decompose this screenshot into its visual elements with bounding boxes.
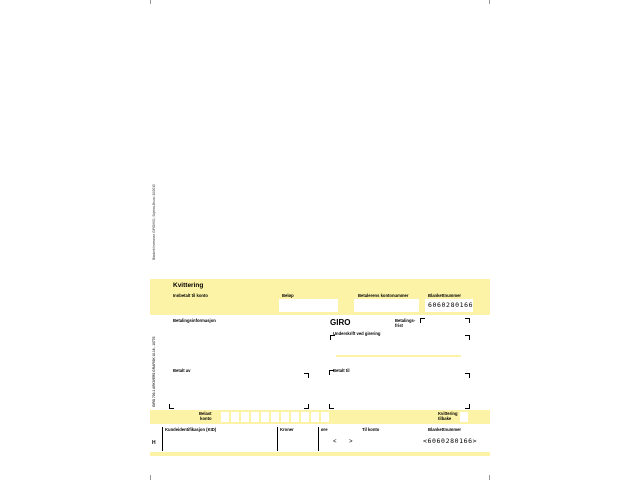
kid-divider-left [162, 427, 163, 451]
debit-account-cell[interactable] [321, 412, 329, 422]
debit-account-cell[interactable] [281, 412, 289, 422]
form-number-label: Blankettnummer [428, 293, 462, 298]
amount-label: Beløp [282, 293, 294, 298]
kid-label: Kundeidentifikasjon (KID) [165, 427, 217, 432]
ocr-less-than: < [333, 439, 337, 445]
crop-mark-bottom-right [489, 475, 490, 480]
receipt-title: Kvittering [173, 282, 204, 289]
paid-to-corner-bl [329, 404, 334, 409]
ocr-form-number: <6060280166> [423, 437, 478, 445]
paid-by-corner-br [304, 404, 309, 409]
debit-account-label: Belast konto [199, 411, 212, 421]
amount-field[interactable] [279, 299, 338, 312]
kid-divider-right [277, 427, 278, 451]
receipt-returned-label: Kvittering tilbake [438, 411, 458, 421]
debit-account-cell[interactable] [311, 412, 319, 422]
to-account-label: Til konto [362, 427, 380, 432]
paid-to-label: Betalt til [333, 368, 350, 373]
signature-line[interactable] [336, 355, 461, 357]
due-corner-tl [420, 318, 425, 323]
signature-label: Underskrift ved girering [333, 331, 381, 336]
paid-to-account-label: Innbetalt til konto [173, 293, 208, 298]
giro-title: GIRO [330, 318, 351, 327]
due-corner-tr [465, 318, 470, 323]
ocr-greater-than: > [349, 439, 353, 445]
crop-mark-top-right [489, 0, 490, 4]
debit-account-cell[interactable] [241, 412, 249, 422]
paid-to-corner-tl [329, 370, 334, 375]
kroner-divider [318, 427, 319, 451]
debit-account-cell[interactable] [301, 412, 309, 422]
debit-account-cell[interactable] [271, 412, 279, 422]
paid-to-corner-tr [465, 373, 470, 378]
form-code-text: GIRO 700-1 ARKIVERS GRAFISK 10.16 - 1077S [152, 336, 156, 407]
crop-mark-top-left [150, 0, 151, 4]
payer-account-field[interactable] [354, 299, 419, 312]
signature-corner-tr [465, 335, 470, 340]
due-date-field[interactable] [420, 318, 469, 328]
line-marker: H [152, 440, 156, 446]
paid-to-corner-br [465, 404, 470, 409]
signature-corner-tl [330, 335, 335, 340]
payment-info-label: Betalingsinformasjon [173, 318, 216, 323]
debit-account-cell[interactable] [291, 412, 299, 422]
debit-account-cell[interactable] [251, 412, 259, 422]
side-print-text: Blankett leveranse GIRO/KID, Skjema-Bruno 10/2015 [152, 184, 156, 260]
bottom-form-number-label: Blankettnummer [428, 427, 462, 432]
form-number-value: 6060280166 [428, 301, 474, 309]
payer-account-label: Betalerens kontonummer [358, 293, 409, 298]
paid-by-corner-bl [169, 404, 174, 409]
debit-account-cell[interactable] [261, 412, 269, 422]
debit-account-cell[interactable] [231, 412, 239, 422]
debit-account-cell[interactable] [221, 412, 229, 422]
receipt-returned-checkbox[interactable] [460, 412, 468, 422]
ore-label: øre [321, 427, 328, 432]
crop-mark-bottom-left [150, 475, 151, 480]
paid-by-corner-tr [304, 373, 309, 378]
kroner-label: Kroner [280, 427, 294, 432]
bottom-yellow-rule [150, 452, 490, 456]
paid-by-label: Betalt av [173, 368, 191, 373]
giro-form-page [150, 0, 490, 480]
due-date-label: Betalings- frist [395, 318, 416, 328]
